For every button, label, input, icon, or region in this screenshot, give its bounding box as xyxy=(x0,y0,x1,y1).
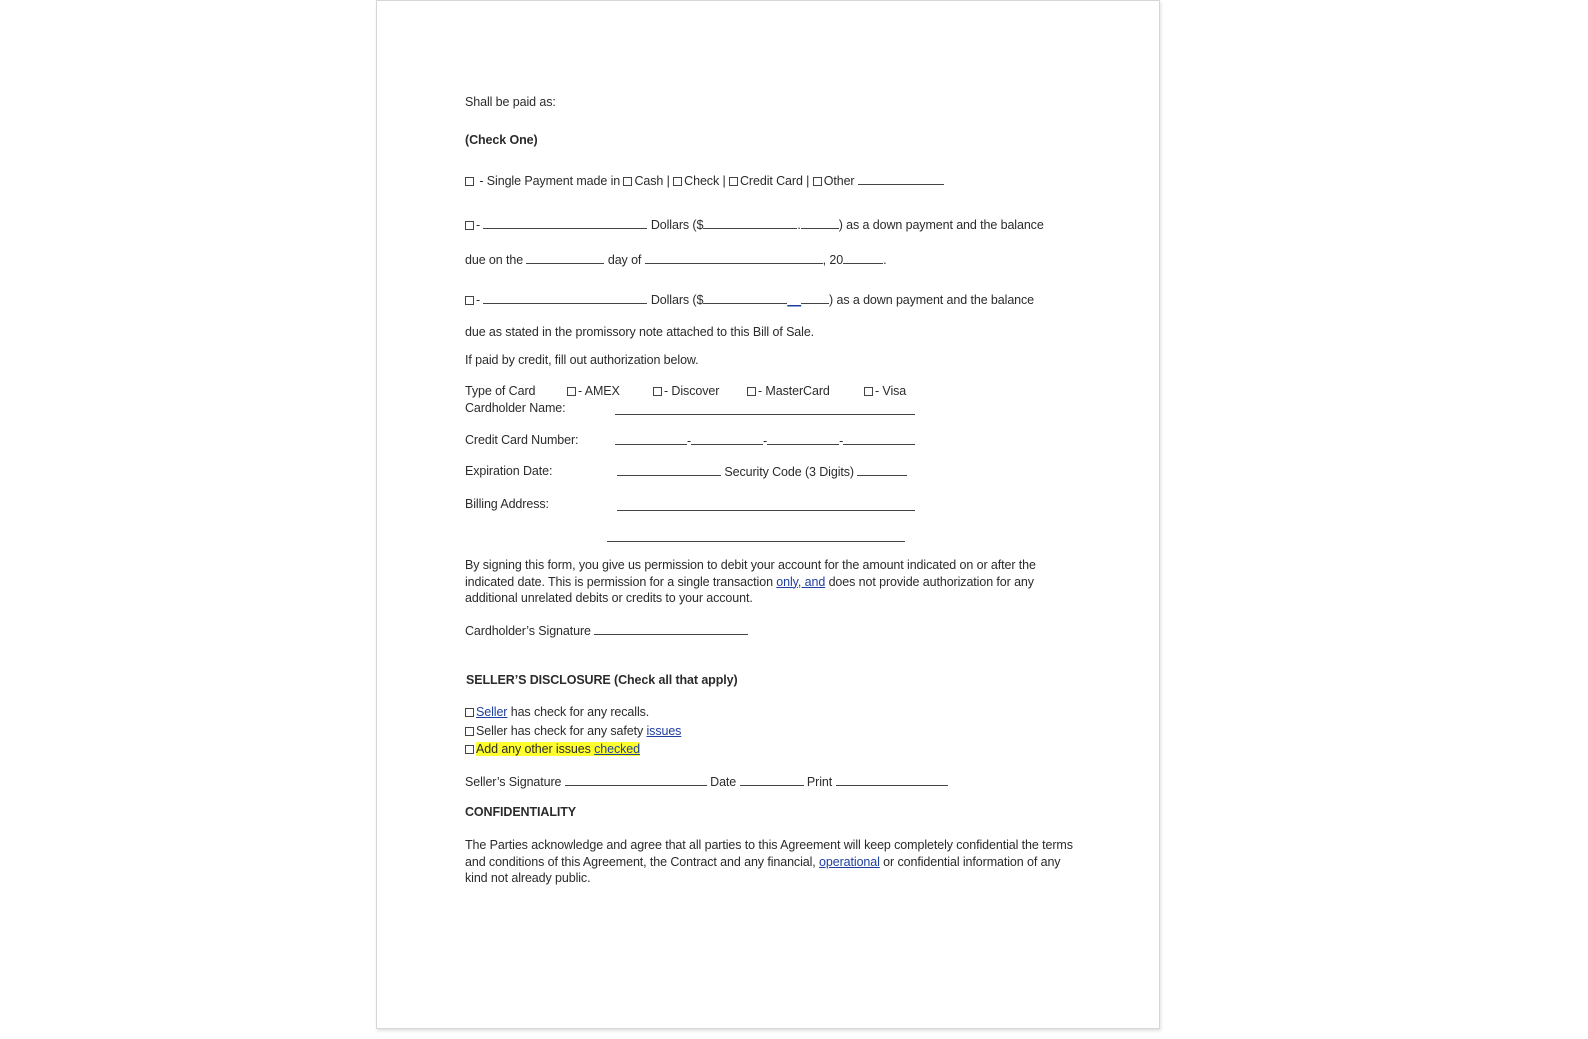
card-number-label: Credit Card Number: xyxy=(465,433,579,447)
dash-text: - xyxy=(476,218,481,232)
mastercard-label: - MasterCard xyxy=(758,384,830,398)
discover-label: - Discover xyxy=(664,384,720,398)
visa-label: - Visa xyxy=(875,384,907,398)
cents-blank[interactable] xyxy=(801,217,839,229)
authorization-text-2: does not provide authorization for any additional unrelated debits or credits to your account. xyxy=(465,574,1034,605)
discover-checkbox[interactable] xyxy=(653,387,662,396)
credit-card-label: Credit Card | xyxy=(740,174,810,188)
due-on-label: due on the xyxy=(465,253,524,267)
card-sep-2: - xyxy=(763,434,768,448)
cents-blank-2[interactable] xyxy=(801,292,829,304)
single-payment-checkbox[interactable] xyxy=(465,177,474,186)
due-date-row xyxy=(465,252,887,267)
check-label: Check | xyxy=(684,174,726,188)
billing-label: Billing Address: xyxy=(465,497,549,511)
down-payment-row-1 xyxy=(465,217,1044,232)
promissory-note-text: due as stated in the promissory note attached to this Bill of Sale. xyxy=(465,325,815,339)
amount-words-blank[interactable] xyxy=(483,217,647,229)
cash-checkbox[interactable] xyxy=(623,177,632,186)
dash-text-2: - xyxy=(476,293,481,307)
amount-link[interactable]: __ xyxy=(787,293,802,307)
visa-checkbox[interactable] xyxy=(864,387,873,396)
safety-checkbox[interactable] xyxy=(465,727,474,736)
down-payment-checkbox-2[interactable] xyxy=(465,296,474,305)
issues-link[interactable]: issues xyxy=(646,724,682,738)
decimal-sep: . xyxy=(797,218,801,232)
seller-signature-field[interactable] xyxy=(565,774,707,786)
card-number-group-4[interactable] xyxy=(843,433,915,445)
other-checkbox[interactable] xyxy=(813,177,822,186)
card-number-group-2[interactable] xyxy=(691,433,763,445)
confidentiality-text-1: The Parties acknowledge and agree that all parties to this Agreement will keep completely confidential the terms and conditions of this Agreement, the Contract and any financial, xyxy=(465,838,1073,869)
other-issues-checkbox[interactable] xyxy=(465,745,474,754)
dollar-amount-blank[interactable] xyxy=(703,217,797,229)
cardholder-signature-label: Cardholder’s Signature xyxy=(465,624,591,638)
down-payment-text-2: ) as a down payment and the balance xyxy=(829,293,1035,307)
disclosure-heading: SELLER’S DISCLOSURE (Check all that apply) xyxy=(466,673,738,687)
card-type-mastercard[interactable] xyxy=(747,384,830,398)
card-number-field[interactable] xyxy=(615,433,915,448)
print-field[interactable] xyxy=(836,774,948,786)
card-number-group-3[interactable] xyxy=(767,433,839,445)
credit-card-checkbox[interactable] xyxy=(729,177,738,186)
year-label: , 20 xyxy=(822,253,844,267)
seller-signature-label: Seller’s Signature xyxy=(465,775,562,789)
single-payment-row xyxy=(465,173,944,188)
paid-as-text: Shall be paid as: xyxy=(465,95,556,109)
other-blank[interactable] xyxy=(858,173,944,185)
down-payment-row-2 xyxy=(465,292,1034,307)
confidentiality-heading: CONFIDENTIALITY xyxy=(465,805,576,819)
card-type-label: Type of Card xyxy=(465,384,536,398)
confidentiality-paragraph xyxy=(465,837,1077,887)
operational-link[interactable]: operational xyxy=(819,854,880,869)
down-payment-checkbox-1[interactable] xyxy=(465,221,474,230)
day-blank[interactable] xyxy=(526,252,604,264)
disclosure-item-safety xyxy=(465,724,681,738)
confidentiality-text-2: or confidential information of any kind not already public. xyxy=(465,854,1061,885)
date-field[interactable] xyxy=(740,774,804,786)
card-type-visa[interactable] xyxy=(864,384,906,398)
cardholder-name-field[interactable] xyxy=(615,414,915,415)
dollars-label-2: Dollars ($ xyxy=(650,293,704,307)
amount-words-blank-2[interactable] xyxy=(483,292,647,304)
cash-label: Cash | xyxy=(634,174,670,188)
other-issues-highlight xyxy=(476,742,640,756)
date-label: Date xyxy=(710,775,737,789)
amex-checkbox[interactable] xyxy=(567,387,576,396)
check-one-text: (Check One) xyxy=(465,133,538,147)
dollars-label: Dollars ($ xyxy=(650,218,704,232)
cardholder-signature-field[interactable] xyxy=(594,623,748,635)
card-number-group-1[interactable] xyxy=(615,433,687,445)
down-payment-text: ) as a down payment and the balance xyxy=(838,218,1044,232)
cardholder-name-label: Cardholder Name: xyxy=(465,401,566,415)
card-type-discover[interactable] xyxy=(653,384,719,398)
expiration-row xyxy=(617,464,907,479)
billing-address-field-2[interactable] xyxy=(607,541,905,542)
print-label: Print xyxy=(806,775,833,789)
mastercard-checkbox[interactable] xyxy=(747,387,756,396)
period-text: . xyxy=(883,253,887,267)
disclosure-item-recalls xyxy=(465,705,649,719)
recalls-checkbox[interactable] xyxy=(465,708,474,717)
authorization-paragraph xyxy=(465,557,1075,607)
other-label: Other xyxy=(823,174,855,188)
document-page xyxy=(376,0,1160,1029)
dollar-amount-blank-2[interactable] xyxy=(703,292,787,304)
authorization-text-1: By signing this form, you give us permission to debit your account for the amount indicated on or after the indicated date. This is permission for a single transaction xyxy=(465,558,1036,589)
single-payment-label: - Single Payment made in xyxy=(479,174,621,188)
card-sep-1: - xyxy=(687,434,692,448)
seller-signature-row xyxy=(465,774,948,789)
safety-text: Seller has check for any safety xyxy=(476,724,647,738)
disclosure-item-other xyxy=(465,742,640,756)
expiration-field[interactable] xyxy=(617,464,721,476)
card-sep-3: - xyxy=(839,434,844,448)
amex-label: - AMEX xyxy=(578,384,620,398)
expiration-label: Expiration Date: xyxy=(465,464,553,478)
authorization-link[interactable]: only, and xyxy=(776,574,826,589)
check-checkbox[interactable] xyxy=(673,177,682,186)
cardholder-signature-row xyxy=(465,623,748,638)
seller-link[interactable]: Seller xyxy=(476,705,508,719)
billing-address-field-1[interactable] xyxy=(617,510,915,511)
recalls-text: has check for any recalls. xyxy=(507,705,650,719)
year-blank[interactable] xyxy=(843,252,883,264)
security-code-label: Security Code (3 Digits) xyxy=(724,465,854,479)
month-blank[interactable] xyxy=(645,252,823,264)
checked-link[interactable]: checked xyxy=(594,742,640,756)
credit-intro-text: If paid by credit, fill out authorization below. xyxy=(465,353,699,367)
other-issues-text: Add any other issues xyxy=(476,742,595,756)
day-of-label: day of xyxy=(607,253,642,267)
card-type-amex[interactable] xyxy=(567,384,620,398)
security-code-field[interactable] xyxy=(857,464,907,476)
